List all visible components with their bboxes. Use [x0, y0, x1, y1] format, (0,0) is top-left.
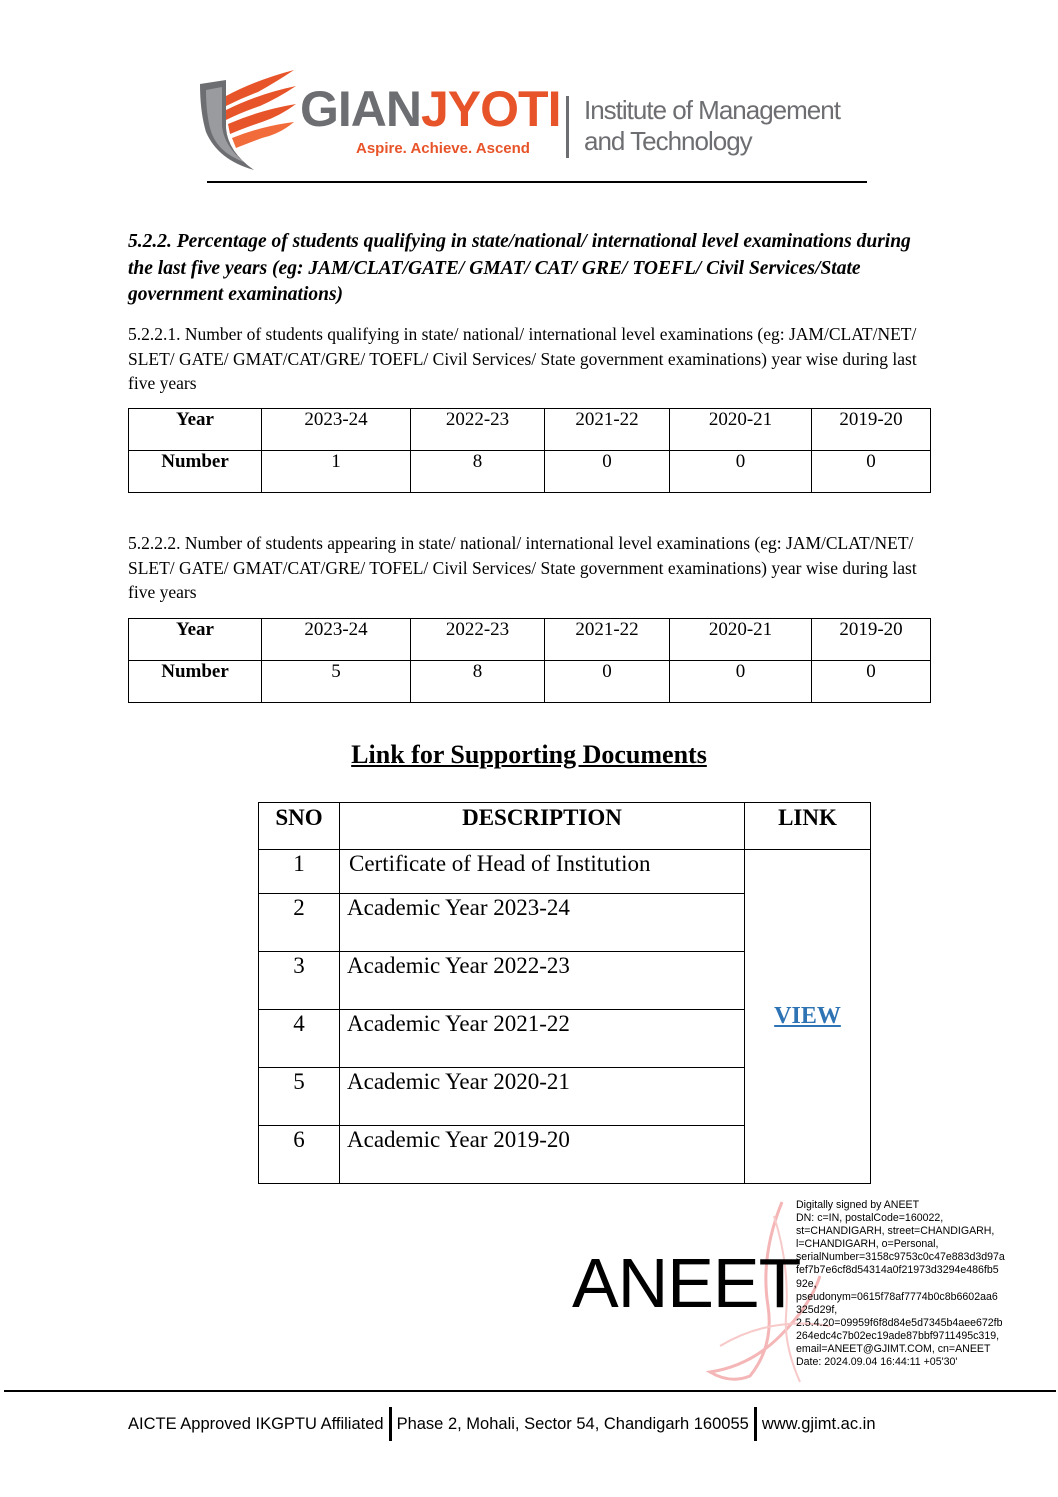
- year-row-label: Year: [129, 409, 262, 451]
- footer-divider: [4, 1390, 1056, 1392]
- number-cell: 8: [411, 451, 545, 493]
- row-description: Certificate of Head of Institution: [340, 850, 745, 894]
- table-row: [129, 661, 931, 703]
- footer-approval: AICTE Approved IKGPTU Affiliated: [128, 1414, 384, 1433]
- brand-name-part1: GIAN: [300, 81, 421, 137]
- number-cell: 1: [262, 451, 411, 493]
- year-cell: 2019-20: [812, 619, 931, 661]
- signature-name: ANEET: [572, 1244, 801, 1322]
- number-cell: 0: [670, 661, 812, 703]
- row-sno: 6: [259, 1126, 340, 1184]
- signature-line: 2.5.4.20=09959f6f8d84e5d7345b4aee672fb: [796, 1316, 1003, 1329]
- brand-tagline: Aspire. Achieve. Ascend: [356, 140, 530, 157]
- table-header-row: [259, 803, 871, 850]
- year-cell: 2021-22: [545, 619, 670, 661]
- row-sno: 3: [259, 952, 340, 1010]
- table-row: [259, 850, 871, 894]
- signature-line: l=CHANDIGARH, o=Personal,: [796, 1238, 939, 1251]
- header-divider: [207, 181, 867, 183]
- digital-signature-details: [796, 1199, 1018, 1369]
- year-cell: 2023-24: [262, 619, 411, 661]
- description-header: DESCRIPTION: [340, 803, 745, 850]
- year-cell: 2019-20: [812, 409, 931, 451]
- link-header: LINK: [745, 803, 871, 850]
- signature-line: 92e,: [796, 1277, 817, 1290]
- number-cell: 0: [670, 451, 812, 493]
- signature-line: 325d29f,: [796, 1303, 838, 1316]
- row-description: Academic Year 2023-24: [340, 894, 745, 952]
- signature-line: Digitally signed by ANEET: [796, 1199, 920, 1211]
- footer-address: Phase 2, Mohali, Sector 54, Chandigarh 160055: [396, 1414, 749, 1433]
- footer: [128, 1406, 876, 1442]
- row-sno: 1: [259, 850, 340, 894]
- signature-line: DN: c=IN, postalCode=160022,: [796, 1212, 944, 1225]
- criterion-heading: 5.2.2. Percentage of students qualifying in state/national/ international level examinations during the last five years (eg: JAM/CLAT/GATE/ GMAT/ CAT/ GRE/ TOEFL/ Civil Services/State government examinations): [128, 231, 911, 305]
- institute-name-line2: and Technology: [584, 126, 752, 156]
- number-cell: 5: [262, 661, 411, 703]
- row-description: Academic Year 2021-22: [340, 1010, 745, 1068]
- row-sno: 2: [259, 894, 340, 952]
- year-cell: 2021-22: [545, 409, 670, 451]
- footer-separator: [754, 1407, 757, 1441]
- signature-line: pseudonym=0615f78af7774b0c8b6602aa6: [796, 1290, 998, 1303]
- view-link[interactable]: VIEW: [774, 1003, 841, 1029]
- number-cell: 0: [812, 661, 931, 703]
- footer-separator: [389, 1407, 392, 1441]
- gianjyoti-shield-logo-icon: [196, 66, 300, 178]
- table-row: [129, 619, 931, 661]
- year-cell: 2022-23: [411, 619, 545, 661]
- year-cell: 2023-24: [262, 409, 411, 451]
- view-link-cell: [745, 850, 871, 1184]
- number-cell: 0: [812, 451, 931, 493]
- appearing-table: [128, 618, 931, 703]
- year-cell: 2020-21: [670, 409, 812, 451]
- signature-line: fef7b7e6cf8d54314a0f21973d3294e486fb5: [796, 1264, 999, 1277]
- row-description: Academic Year 2019-20: [340, 1126, 745, 1184]
- signature-line: email=ANEET@GJIMT.COM, cn=ANEET: [796, 1343, 991, 1356]
- row-description: Academic Year 2020-21: [340, 1068, 745, 1126]
- year-row-label: Year: [129, 619, 262, 661]
- institute-name: [584, 95, 840, 157]
- year-cell: 2022-23: [411, 409, 545, 451]
- number-cell: 0: [545, 661, 670, 703]
- brand-name-part2: JYOTI: [421, 81, 561, 137]
- footer-website: www.gjimt.ac.in: [761, 1414, 876, 1433]
- qualifying-table: [128, 408, 931, 493]
- institute-name-line1: Institute of Management: [584, 95, 840, 125]
- number-cell: 0: [545, 451, 670, 493]
- number-cell: 8: [411, 661, 545, 703]
- signature-line: 264edc4c7b02ec19ade87bbf9711495c319,: [796, 1329, 1000, 1342]
- row-sno: 5: [259, 1068, 340, 1126]
- qualifying-description: 5.2.2.1. Number of students qualifying in state/ national/ international level examinations (eg: JAM/CLAT/NET/ SLET/ GATE/ GMAT/CAT/GRE/ TOEFL/ Civil Services/ State government examinations) year wise during last five years: [128, 324, 917, 393]
- signature-line: st=CHANDIGARH, street=CHANDIGARH,: [796, 1225, 995, 1238]
- row-sno: 4: [259, 1010, 340, 1068]
- signature-line: Date: 2024.09.04 16:44:11 +05'30': [796, 1356, 958, 1369]
- brand-name: [300, 81, 561, 137]
- number-row-label: Number: [129, 661, 262, 703]
- signature-line: serialNumber=3158c9753c0c47e883d3d97a: [796, 1251, 1005, 1264]
- table-row: [129, 409, 931, 451]
- supporting-documents-title: Link for Supporting Documents: [351, 740, 707, 769]
- brand-divider: [566, 96, 569, 158]
- supporting-documents-table: [258, 802, 871, 1184]
- row-description: Academic Year 2022-23: [340, 952, 745, 1010]
- year-cell: 2020-21: [670, 619, 812, 661]
- table-row: [129, 451, 931, 493]
- appearing-description: 5.2.2.2. Number of students appearing in state/ national/ international level examinations (eg: JAM/CLAT/NET/ SLET/ GATE/ GMAT/CAT/GRE/ TOFEL/ Civil Services/ State government examinations) year wise during last five years: [128, 533, 917, 602]
- sno-header: SNO: [259, 803, 340, 850]
- number-row-label: Number: [129, 451, 262, 493]
